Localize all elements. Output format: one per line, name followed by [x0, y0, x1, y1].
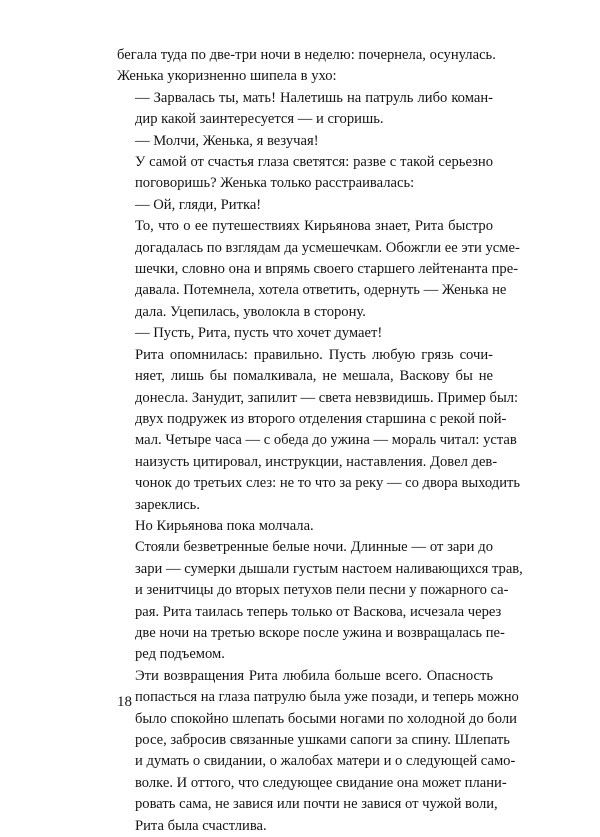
text-line: ровать сама, не завися или почти не завися от чужой воли,: [135, 796, 498, 813]
paragraph-p9: [117, 516, 493, 537]
text-line: двух подружек из второго отделения старшина с рекой пой-: [135, 410, 507, 427]
text-line: То, что о ее путешествиях Кирьянова знает, Рита быстро: [135, 218, 493, 235]
paragraph-p10: [117, 537, 523, 665]
page-number: 18: [117, 694, 132, 710]
text-line: бегала туда по две-три ночи в неделю: почернела, осунулась.: [117, 47, 496, 63]
text-line: — Ой, гляди, Ритка!: [135, 196, 262, 213]
text-line: Женька укоризненно шипела в ухо:: [117, 68, 337, 85]
text-line: няет, лишь бы помалкивала, не мешала, Васкову бы не: [135, 368, 493, 385]
paragraph-p2: [117, 88, 493, 131]
text-line: зареклись.: [135, 496, 200, 513]
paragraph-p5: [117, 195, 493, 216]
paragraph-p4: [117, 152, 493, 195]
paragraph-p3: [117, 131, 493, 152]
text-line: мал. Четыре часа — с обеда до ужина — мораль читал: устав: [135, 432, 517, 449]
text-line: Эти возвращения Рита любила больше всего. Опасность: [135, 667, 493, 684]
text-line: росе, забросив связанные ушками сапоги за спину. Шлепать: [135, 732, 510, 748]
text-line: и зенитчицы до вторых петухов пели песни у пожарного са-: [135, 582, 509, 599]
text-line: Рита была счастлива.: [135, 817, 267, 834]
text-line: попасться на глаза патрулю была уже позади, и теперь можно: [135, 689, 519, 706]
text-line: дир какой заинтересуется — и сгоришь.: [135, 111, 384, 128]
text-line: чонок до третьих слез: не то что за реку — со двора выходить: [135, 475, 521, 492]
text-line: Стояли безветренные белые ночи. Длинные — от зари до: [135, 539, 493, 556]
text-line: У самой от счастья глаза светятся: разве с такой серьезно: [135, 154, 493, 171]
text-line: — Зарвалась ты, мать! Налетишь на патруль либо коман-: [135, 89, 493, 106]
text-line: давала. Потемнела, хотела ответить, одернуть — Женька не: [135, 282, 507, 299]
text-line: Но Кирьянова пока молчала.: [135, 517, 314, 534]
text-line: рая. Рита таилась теперь только от Васкова, исчезала через: [135, 603, 502, 620]
paragraph-p7: [117, 323, 493, 344]
paragraph-p6: [117, 216, 520, 323]
paragraph-p11: [117, 666, 519, 837]
text-line: дала. Уцепилась, уволокла в сторону.: [135, 303, 366, 320]
text-line: волке. И оттого, что следующее свидание она может плани-: [135, 774, 507, 791]
paragraph-p1: [117, 45, 496, 88]
text-line: Рита опомнилась: правильно. Пусть любую грязь сочи-: [135, 346, 493, 363]
text-line: донесла. Занудит, запилит — света невзвидишь. Пример был:: [135, 389, 519, 406]
text-line: и думать о свидании, о жалобах матери и о следующей само-: [135, 753, 516, 770]
text-line: догадалась по взглядам да усмешечкам. Обожгли ее эти усме-: [135, 239, 520, 256]
text-line: ред подъемом.: [135, 646, 225, 663]
text-line: зари — сумерки дышали густым настоем наливающихся трав,: [135, 560, 523, 577]
text-line: — Пусть, Рита, пусть что хочет думает!: [135, 325, 383, 342]
text-line: две ночи на третью вскоре после ужина и возвращалась пе-: [135, 624, 505, 641]
text-line: шечки, словно она и впрямь своего старшего лейтенанта пре-: [135, 261, 519, 278]
paragraph-p8: [117, 345, 521, 516]
text-line: наизусть цитировал, инструкции, наставления. Довел дев-: [135, 453, 498, 470]
text-line: было спокойно шлепать босыми ногами по холодной до боли: [135, 710, 517, 727]
text-line: поговоришь? Женька только расстраивалась:: [135, 175, 415, 192]
body-text: [117, 45, 523, 837]
text-line: — Молчи, Женька, я везучая!: [135, 132, 319, 149]
